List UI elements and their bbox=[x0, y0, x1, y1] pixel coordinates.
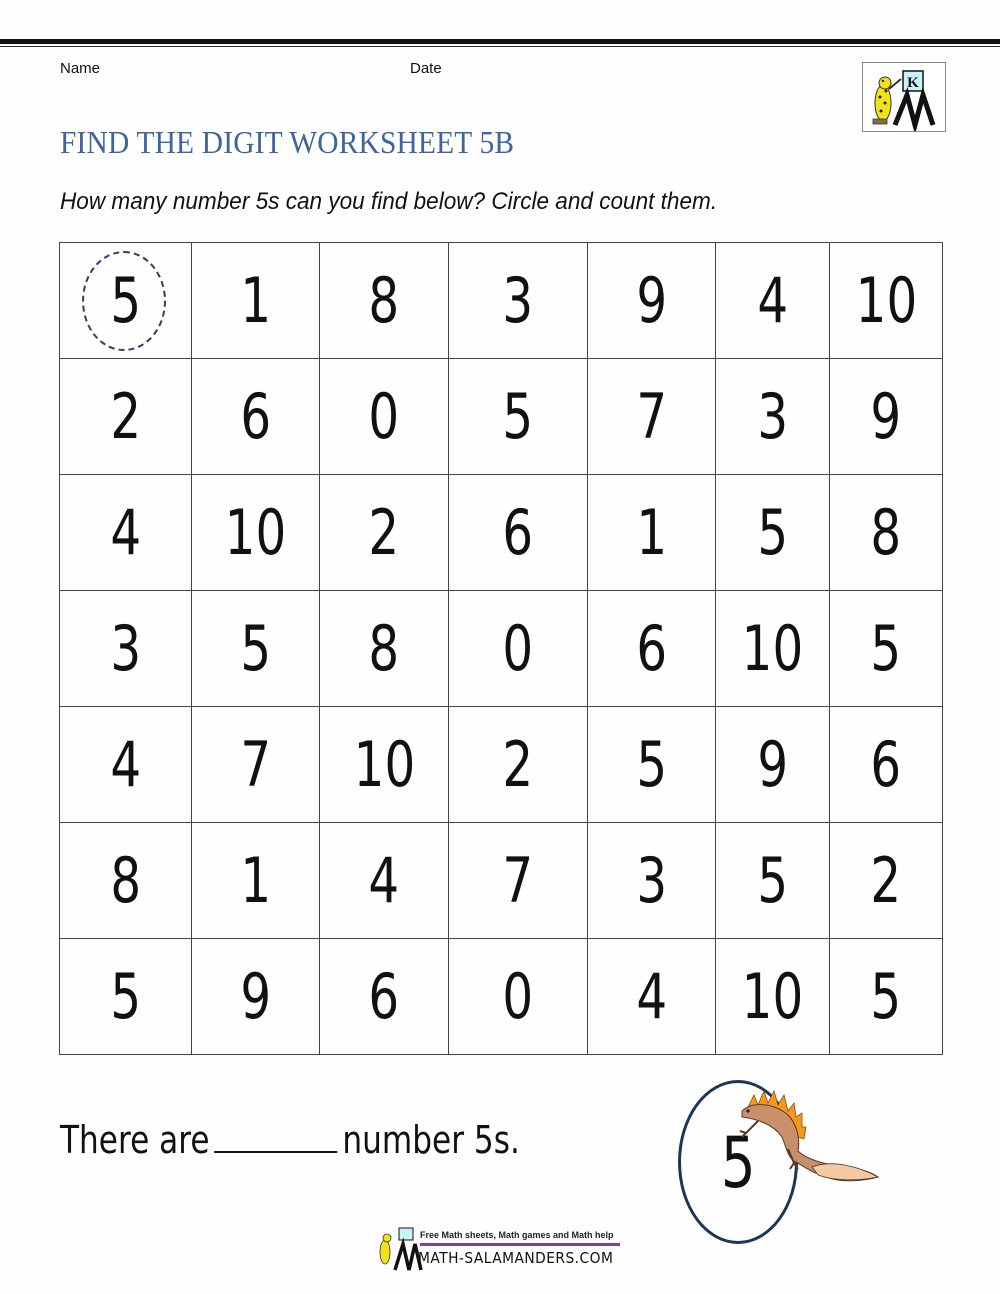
grid-cell[interactable]: 4 bbox=[588, 939, 716, 1055]
grid-cell[interactable]: 4 bbox=[716, 243, 830, 359]
grid-cell[interactable]: 5 bbox=[192, 591, 320, 707]
grid-cell[interactable]: 3 bbox=[588, 823, 716, 939]
grid-cell[interactable]: 5 bbox=[830, 591, 943, 707]
grid-cell[interactable]: 9 bbox=[830, 359, 943, 475]
grid-cell[interactable]: 7 bbox=[192, 707, 320, 823]
grid-cell[interactable]: 1 bbox=[588, 475, 716, 591]
badge-digit: 5 bbox=[720, 1122, 756, 1204]
grid-cell[interactable]: 8 bbox=[320, 243, 449, 359]
grid-cell[interactable]: 5 bbox=[588, 707, 716, 823]
grid-cell[interactable]: 5 bbox=[449, 359, 588, 475]
grid-cell[interactable]: 6 bbox=[830, 707, 943, 823]
grid-cell[interactable]: 8 bbox=[60, 823, 192, 939]
worksheet-title: FIND THE DIGIT WORKSHEET 5B bbox=[60, 124, 515, 160]
grid-cell[interactable]: 7 bbox=[588, 359, 716, 475]
grid-cell[interactable]: 10 bbox=[320, 707, 449, 823]
grid-cell[interactable]: 0 bbox=[449, 939, 588, 1055]
header-rule-thin bbox=[0, 46, 1000, 47]
grid-cell[interactable]: 6 bbox=[320, 939, 449, 1055]
answer-blank-input[interactable] bbox=[214, 1121, 337, 1153]
grid-cell[interactable]: 4 bbox=[60, 475, 192, 591]
grid-cell[interactable]: 2 bbox=[60, 359, 192, 475]
header-rule-thick bbox=[0, 39, 1000, 44]
grid-cell[interactable]: 5 bbox=[60, 939, 192, 1055]
grid-cell[interactable]: 4 bbox=[60, 707, 192, 823]
grid-cell[interactable]: 2 bbox=[449, 707, 588, 823]
name-label: Name bbox=[60, 60, 101, 77]
grid-cell[interactable]: 5 bbox=[716, 475, 830, 591]
grid-cell[interactable]: 5 bbox=[830, 939, 943, 1055]
grid-cell[interactable]: 8 bbox=[320, 591, 449, 707]
grid-cell[interactable]: 9 bbox=[588, 243, 716, 359]
footer-divider bbox=[420, 1243, 620, 1246]
math-salamanders-logo bbox=[862, 62, 946, 132]
date-label: Date bbox=[410, 60, 442, 77]
grid-cell[interactable]: 10 bbox=[716, 939, 830, 1055]
footer-tagline: Free Math sheets, Math games and Math help bbox=[420, 1230, 614, 1240]
grid-cell[interactable]: 10 bbox=[830, 243, 943, 359]
grid-cell[interactable]: 1 bbox=[192, 823, 320, 939]
grid-cell[interactable]: 4 bbox=[320, 823, 449, 939]
grid-cell[interactable]: 9 bbox=[192, 939, 320, 1055]
answer-prefix: There are bbox=[60, 1118, 210, 1162]
answer-suffix: number 5s. bbox=[342, 1118, 520, 1162]
grid-row bbox=[60, 243, 943, 359]
grid-cell[interactable]: 10 bbox=[192, 475, 320, 591]
grid-cell[interactable]: 6 bbox=[449, 475, 588, 591]
grid-cell[interactable]: 2 bbox=[320, 475, 449, 591]
instruction-text: How many number 5s can you find below? Circle and count them. bbox=[60, 188, 718, 215]
grid-row bbox=[60, 939, 943, 1055]
grid-row bbox=[60, 591, 943, 707]
grid-cell[interactable]: 1 bbox=[192, 243, 320, 359]
grid-row bbox=[60, 823, 943, 939]
grid-cell[interactable]: 8 bbox=[830, 475, 943, 591]
grid-cell[interactable]: 5 bbox=[60, 243, 192, 359]
salamander-easel-icon bbox=[863, 63, 945, 131]
grid-cell[interactable]: 9 bbox=[716, 707, 830, 823]
grid-row bbox=[60, 359, 943, 475]
grid-cell[interactable]: 3 bbox=[449, 243, 588, 359]
svg-text:K: K bbox=[907, 75, 919, 91]
grid-cell[interactable]: 0 bbox=[449, 591, 588, 707]
salamander-icon bbox=[738, 1085, 888, 1195]
answer-sentence bbox=[60, 1118, 520, 1162]
grid-cell[interactable]: 5 bbox=[716, 823, 830, 939]
footer-site-name[interactable]: MATH-SALAMANDERS.COM bbox=[418, 1249, 614, 1267]
grid-cell[interactable]: 3 bbox=[716, 359, 830, 475]
grid-cell[interactable]: 7 bbox=[449, 823, 588, 939]
grid-cell[interactable]: 6 bbox=[192, 359, 320, 475]
grid-cell[interactable]: 10 bbox=[716, 591, 830, 707]
grid-cell[interactable]: 6 bbox=[588, 591, 716, 707]
grid-row bbox=[60, 475, 943, 591]
grid-cell[interactable]: 0 bbox=[320, 359, 449, 475]
grid-row bbox=[60, 707, 943, 823]
grid-cell[interactable]: 3 bbox=[60, 591, 192, 707]
grid-cell[interactable]: 2 bbox=[830, 823, 943, 939]
digit-grid bbox=[59, 242, 943, 1055]
